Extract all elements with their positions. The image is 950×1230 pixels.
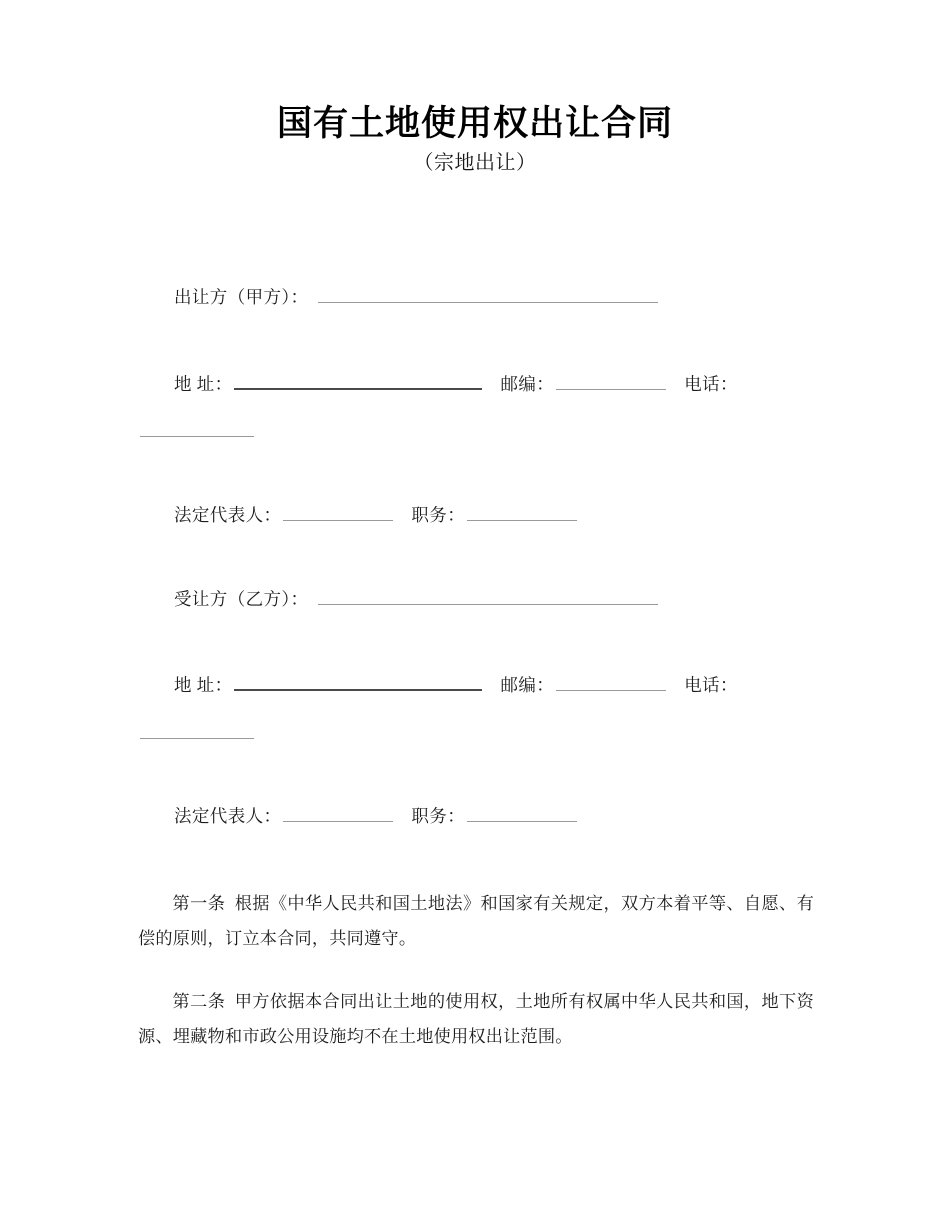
grantor-legal-rep-label: 法定代表人： xyxy=(174,504,282,525)
title-block xyxy=(0,104,950,175)
contract-articles xyxy=(138,886,814,1054)
grantee-duty-label: 职务： xyxy=(411,806,466,827)
grantee-address-row xyxy=(0,674,950,698)
document-title: 国有土地使用权出让合同 xyxy=(276,104,673,144)
grantee-legal-rep-label: 法定代表人： xyxy=(174,806,282,827)
grantee-party-label: 受让方（乙方）： xyxy=(174,588,309,609)
grantor-zip-input[interactable] xyxy=(556,374,666,390)
article-2 xyxy=(138,984,814,1055)
grantee-zip-input[interactable] xyxy=(556,675,666,691)
grantee-address-label: 地 址： xyxy=(174,675,233,696)
grantor-party-input[interactable] xyxy=(318,287,658,303)
article-2-term: 第二条 xyxy=(172,991,226,1011)
party-information-form xyxy=(0,286,950,829)
grantee-legal-rep-row xyxy=(0,805,950,829)
grantor-party-row xyxy=(0,286,950,310)
grantee-phone-label: 电话： xyxy=(684,675,738,696)
grantee-party-row xyxy=(0,588,950,612)
grantee-phone-input[interactable] xyxy=(140,723,254,739)
document-subtitle: （宗地出让） xyxy=(413,152,537,175)
grantor-phone-label: 电话： xyxy=(684,373,738,394)
grantor-phone-input[interactable] xyxy=(140,421,254,437)
article-1-term: 第一条 xyxy=(172,894,226,913)
grantor-phone-row xyxy=(0,420,950,444)
grantor-legal-rep-row xyxy=(0,504,950,528)
article-2-text: 甲方依据本合同出让土地的使用权，土地所有权属中华人民共和国，地下资源、埋藏物和市政公用设施均不在土地使用权出让范围。 xyxy=(138,991,814,1046)
grantor-address-input[interactable] xyxy=(234,373,482,390)
grantee-phone-row xyxy=(0,722,950,746)
grantor-duty-label: 职务： xyxy=(411,504,466,525)
grantee-duty-input[interactable] xyxy=(467,806,577,822)
article-1 xyxy=(138,886,814,957)
grantee-address-input[interactable] xyxy=(234,674,482,691)
grantor-zip-label: 邮编： xyxy=(500,373,555,394)
grantor-party-label: 出让方（甲方）： xyxy=(174,287,309,307)
grantor-duty-input[interactable] xyxy=(467,505,577,521)
grantor-address-row xyxy=(0,373,950,397)
grantor-address-label: 地 址： xyxy=(174,373,233,394)
grantee-party-input[interactable] xyxy=(318,589,658,605)
article-1-text: 根据《中华人民共和国土地法》和国家有关规定，双方本着平等、自愿、有偿的原则，订立本合同，共同遵守。 xyxy=(138,894,814,949)
grantee-zip-label: 邮编： xyxy=(500,675,555,696)
grantee-legal-rep-input[interactable] xyxy=(283,806,393,822)
grantor-legal-rep-input[interactable] xyxy=(283,505,393,521)
